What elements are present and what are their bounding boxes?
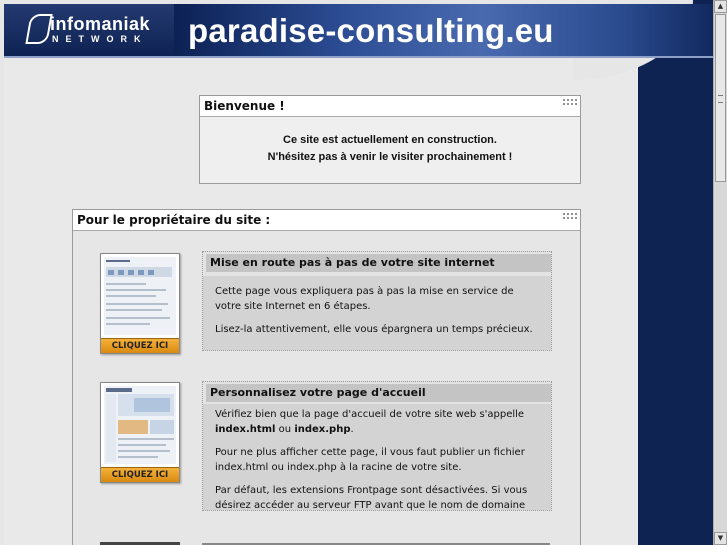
dots-grip-icon [562,212,578,220]
thumb-line [118,450,170,452]
thumb-line [118,456,158,458]
step-1-body [203,276,551,350]
welcome-box [199,95,581,184]
index-html-text: index.html [215,424,276,435]
thumb-line [106,295,156,297]
step-2-paragraph-2: Pour ne plus afficher cette page, il vous faut publier un fichier index.html ou index.php à la racine de votre site. [215,447,525,473]
thumbnail-screen [104,257,176,335]
step-2-paragraph-1 [215,407,540,437]
cliquez-ici-button[interactable]: CLIQUEZ ICI [101,467,179,482]
arrow-down-icon[interactable]: ▼ [714,532,727,545]
thumb-line [106,323,150,325]
thumb-line [118,438,174,440]
thumb-line [150,420,174,434]
arrow-up-icon[interactable]: ▲ [714,0,727,13]
step-1-title: Mise en route pas à pas de votre site internet [206,254,551,272]
step-2-thumbnail[interactable] [100,382,180,483]
thumb-line [106,260,130,262]
welcome-line-2: N'hésitez pas à venir le visiter prochainement ! [267,151,513,163]
dots-grip-icon [562,98,578,106]
step-1-panel [202,251,552,351]
thumb-line [118,270,124,275]
welcome-line-1: Ce site est actuellement en construction. [283,134,497,146]
thumb-line [138,270,144,275]
vertical-scrollbar[interactable] [713,0,727,545]
side-swoosh [638,0,713,545]
thumb-line [106,317,170,319]
welcome-title: Bienvenue ! [200,96,580,117]
thumb-line [134,398,170,412]
step-2-paragraph-3: Par défaut, les extensions Frontpage sont désactivées. Si vous désirez accéder au serveur FTP avant que le nom de domaine [215,485,528,511]
cliquez-ici-button[interactable]: CLIQUEZ ICI [101,338,179,353]
thumb-line [118,444,166,446]
thumb-line [106,388,132,392]
grip-icon [718,95,723,103]
logo-subtitle: NETWORK [52,34,148,44]
step-2-text: ou [275,424,295,435]
site-title: paradise-consulting.eu [188,12,554,49]
step-2-text: Vérifiez bien que la page d'accueil de votre site web s'appelle [215,409,525,420]
thumb-line [106,289,166,291]
thumb-line [108,270,114,275]
scrollbar-thumb[interactable] [715,14,726,182]
thumb-line [128,270,134,275]
thumb-line [106,394,116,462]
thumb-line [106,309,162,311]
step-1-paragraph-1: Cette page vous expliquera pas à pas la mise en service de votre site Internet en 6 étapes. [215,286,514,312]
logo-name: infomaniak [50,14,151,34]
thumb-line [118,420,148,434]
thumbnail-screen [104,386,176,464]
thumb-line [148,270,154,275]
thumb-line [106,283,146,285]
owner-title: Pour le propriétaire du site : [73,210,580,231]
step-2-panel [202,381,552,511]
step-2-body [203,404,551,510]
step-2-title: Personnalisez votre page d'accueil [206,384,551,402]
step-1-thumbnail[interactable] [100,253,180,354]
header-banner [4,4,713,58]
index-php-text: index.php [294,424,351,435]
welcome-message [200,132,580,166]
step-2-text: . [350,424,354,435]
step-1-paragraph-2: Lisez-la attentivement, elle vous épargnera un temps précieux. [215,324,533,335]
thumb-line [106,303,168,305]
